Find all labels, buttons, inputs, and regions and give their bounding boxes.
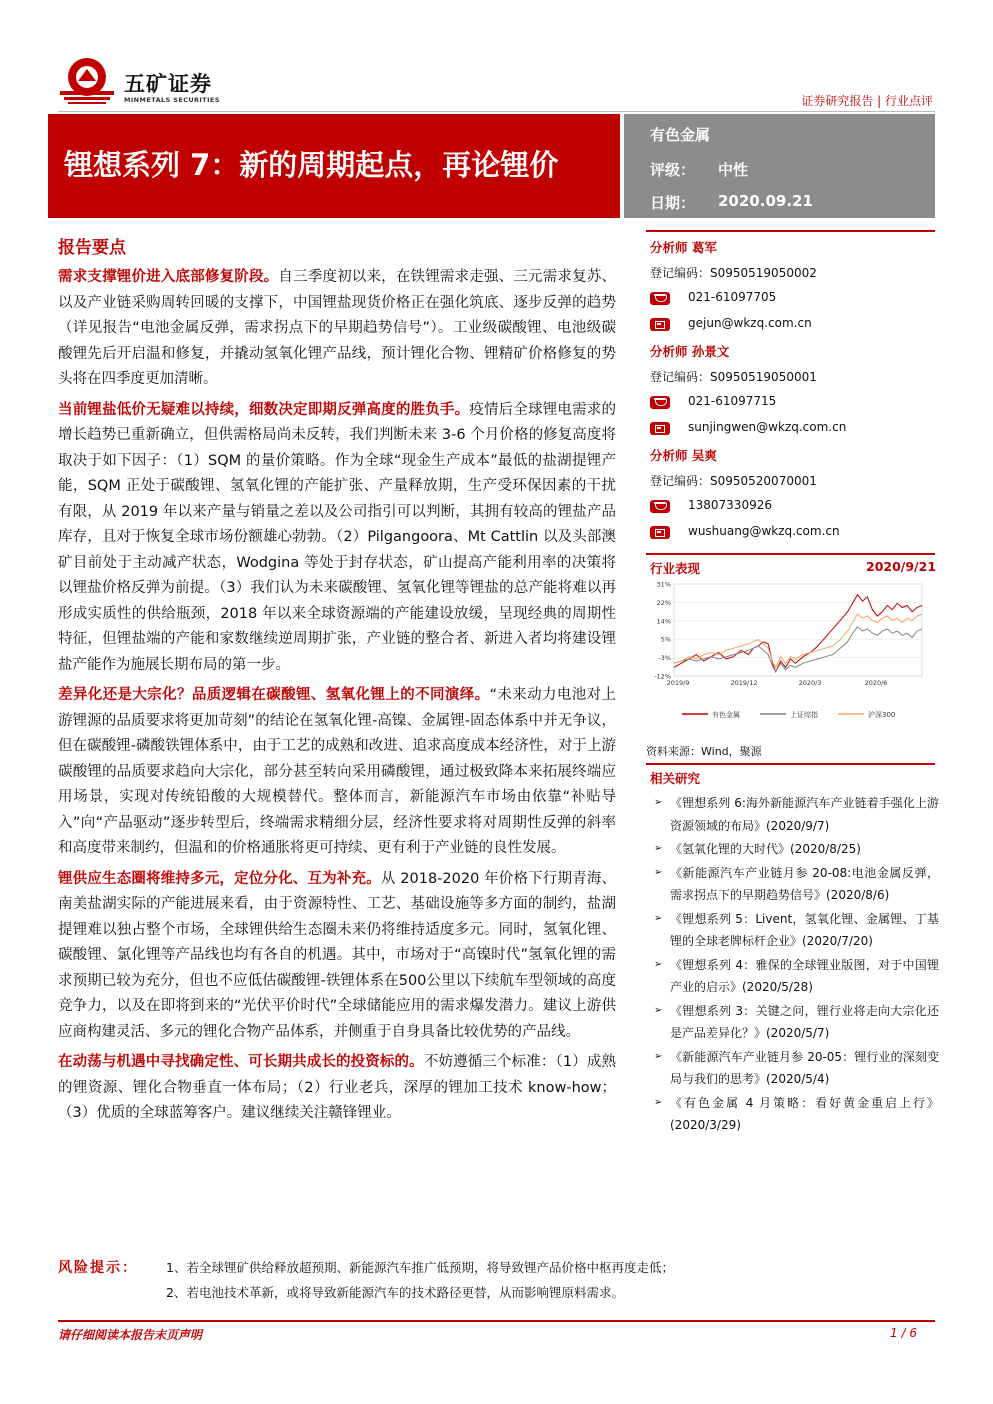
disclaimer-note: 请仔细阅读本报告末页声明 [58, 1328, 203, 1342]
company-logo [58, 55, 116, 105]
section-heading: 报告要点 [58, 238, 126, 258]
analyst-name: 分析师 孙景文 [650, 344, 730, 359]
performance-divider [646, 553, 935, 555]
performance-date: 2020/9/21 [866, 559, 937, 574]
related-item[interactable]: ➢ 《新能源汽车产业链月参 20-08:电池金属反弹，需求拐点下的早期趋势信号》(2020/8/6) [654, 862, 939, 907]
rating-value: 中性 [718, 161, 749, 179]
phone-icon [650, 396, 670, 409]
paragraph-body: “未来动力电池对上游锂源的品质要求将更加苛刻”的结论在氢氧化锂-高镍、金属锂-固态体系中并无争议，但在碳酸锂-磷酸铁锂体系中，由于工艺的成熟和改进、追求高度成本经济性，对于上游碳酸锂的品质要求趋向大宗化，部分甚至转向采用磷酸锂，通过极致降本来拓展终端应用场景，实现对传统铅酸的大规模替代。整体而言，新能源汽车市场由依靠“补贴导入”向“产品驱动”逐步转型后，终端需求精细分层，经济性要求将对周期性反弹的斜率和高度带来制约，但温和的价格通胀将更可持续、更有利于产业链的良性发展。 [58, 687, 617, 856]
y-tick-label: -12% [654, 672, 671, 681]
date-value: 2020.09.21 [718, 192, 813, 210]
analyst-divider [646, 230, 935, 232]
analyst-name: 分析师 吴爽 [650, 448, 717, 463]
report-type: 证券研究报告 | 行业点评 [801, 94, 933, 108]
analyst-registration: 登记编码：S0950520070001 [650, 474, 817, 488]
related-item[interactable]: ➢ 《有色金属 4 月策略：看好黄金重启上行》(2020/3/29) [654, 1092, 939, 1137]
paragraph-lead: 差异化还是大宗化？品质逻辑在碳酸锂、氢氧化锂上的不同演绎。 [58, 687, 490, 703]
paragraph-lead: 在动荡与机遇中寻找确定性、可长期共成长的投资标的。 [58, 1054, 424, 1070]
related-item[interactable]: ➢ 《新能源汽车产业链月参 20-05：锂行业的深刻变局与我们的思考》(2020/5/4) [654, 1046, 939, 1091]
paragraph [58, 398, 616, 679]
analyst-phone: 13807330926 [688, 498, 772, 512]
phone-icon [650, 500, 670, 513]
y-tick-label: 22% [656, 598, 671, 607]
page-number: 1 / 6 [890, 1326, 917, 1340]
paragraph [58, 867, 616, 1046]
chart-source: 资料来源：Wind，聚源 [646, 745, 762, 758]
email-icon [650, 318, 670, 331]
x-tick-label: 2020/6 [864, 679, 888, 687]
related-item[interactable]: ➢ 《锂想系列 3：关键之问，锂行业将走向大宗化还是产品差异化？》(2020/5/7) [654, 1000, 939, 1045]
paragraph-lead: 需求支撑锂价进入底部修复阶段。 [58, 269, 279, 285]
paragraph [58, 683, 616, 862]
y-tick-label: 5% [660, 635, 671, 644]
analyst-registration: 登记编码：S0950519050001 [650, 370, 817, 384]
performance-chart [646, 578, 935, 728]
company-name-cn: 五矿证券 [124, 72, 212, 96]
paragraph-lead: 当前锂盐低价无疑难以持续，细数决定即期反弹高度的胜负手。 [58, 401, 470, 418]
legend-label: 上证综指 [790, 711, 818, 719]
risk-item: 2、若电池技术革新，或将导致新能源汽车的技术路径更替，从而影响锂原料需求。 [166, 1285, 624, 1300]
related-item[interactable]: ➢ 《氢氧化锂的大时代》(2020/8/25) [654, 838, 939, 861]
analyst-registration: 登记编码：S0950519050002 [650, 266, 817, 280]
footer-divider [58, 1320, 935, 1322]
related-item[interactable]: ➢ 《锂想系列 5：Livent，氢氧化锂、金属锂、丁基锂的全球老牌标杆企业》(2020/7/20) [654, 908, 939, 953]
related-divider [646, 763, 935, 765]
risk-item: 1、若全球锂矿供给释放超预期、新能源汽车推广低预期，将导致锂产品价格中枢再度走低； [166, 1260, 674, 1275]
performance-title: 行业表现 [650, 561, 701, 576]
paragraph-body: 自三季度初以来，在铁锂需求走强、三元需求复苏、以及产业链采购周转回暖的支撑下，中国锂盐现货价格正在强化筑底、逐步反弹的趋势（详见报告“电池金属反弹，需求拐点下的早期趋势信号”）。工业级碳酸锂、电池级碳酸锂先后开启温和修复，并撬动氢氧化锂产品线，预计锂化合物、锂精矿价格修复的势头将在四季度更加清晰。 [58, 269, 617, 387]
risk-label: 风险提示： [58, 1260, 138, 1276]
paragraph-body: 从 2018-2020 年价格下行期青海、南美盐湖实际的产能进展来看，由于资源特性、工艺、基础设施等多方面的制约，盐湖提锂难以独占整个市场，全球锂供给生态圈未来仍将维持适度多元。同时，氢氧化锂、碳酸锂、氯化锂等产品线也均有各自的机遇。其中，市场对于“高镍时代”氢氧化锂的需求预期已较为充分，但也不应低估碳酸锂-铁锂体系在500公里以下续航车型领域的高度竞争力，以及在即将到来的“光伏平价时代”全球储能应用的需求爆发潜力。建议上游供应商构建灵活、多元的锂化合物产品体系，并侧重于自身具备比较优势的产品线。 [58, 870, 616, 1040]
series-line [674, 627, 922, 672]
related-title: 相关研究 [650, 771, 701, 786]
main-content [58, 265, 616, 1132]
y-tick-label: 14% [656, 617, 671, 626]
email-icon [650, 526, 670, 539]
y-tick-label: -3% [658, 654, 671, 663]
phone-icon [650, 292, 670, 305]
paragraph [58, 1050, 616, 1127]
related-item[interactable]: ➢ 《锂想系列 6:海外新能源汽车产业链着手强化上游资源领域的布局》(2020/9/7) [654, 792, 939, 837]
analyst-email[interactable]: gejun@wkzq.com.cn [688, 316, 812, 330]
series-line [674, 595, 922, 672]
company-name-en: MINMETALS SECURITIES [124, 96, 220, 104]
sector-name: 有色金属 [650, 126, 711, 144]
date-row [650, 192, 813, 213]
analyst-phone: 021-61097705 [688, 290, 777, 304]
analyst-email[interactable]: sunjingwen@wkzq.com.cn [688, 420, 847, 434]
paragraph-lead: 锂供应生态圈将维持多元，定位分化、互为补充。 [58, 870, 381, 887]
x-tick-label: 2019/12 [730, 679, 758, 687]
report-title: 锂想系列 7：新的周期起点，再论锂价 [64, 148, 559, 182]
email-icon [650, 422, 670, 435]
paragraph-body: 不妨遵循三个标准：（1）成熟的锂资源、锂化合物垂直一体布局；（2）行业老兵，深厚的锂加工技术 know-how；（3）优质的全球蓝筹客户。建议继续关注赣锋锂业。 [58, 1054, 617, 1121]
paragraph-body: 疫情后全球锂电需求的增长趋势已重新确立，但供需格局尚未反转，我们判断未来 3-6 个月价格的修复高度将取决于如下因子：（1）SQM 的量价策略。作为全球“现金生产成本”最低的盐湖提锂产能，SQM 正处于碳酸锂、氢氧化锂的产能扩张、产量释放期，生产受环保因素的干扰有限，从 2019 年以来产量与销量之差以及公司指引可以判断，其拥有较高的锂盐产品库存，且对于恢复全球市场份额雄心勃勃。（2）Pilgangoora、Mt Cattlin 以及头部澳矿目前处于主动减产状态，Wodgina 等处于封存状态，矿山提高产能利用率的决策将以锂盐价格反弹为前提。（3）我们认为未来碳酸锂、氢氧化锂等锂盐的总产能将难以再形成实质性的供给瓶颈，2018 年以来全球资源端的产能建设放缓，呈现经典的周期性特征，但锂盐端的产能和家数继续逆周期扩张，产业链的整合者、新进入者均将建设锂盐产能作为施展长期布局的第一步。 [58, 401, 616, 673]
x-tick-label: 2020/3 [798, 679, 822, 687]
y-tick-label: 31% [656, 580, 671, 589]
rating-label: 评级： [650, 161, 696, 179]
analyst-name: 分析师 葛军 [650, 240, 717, 255]
series-line [674, 614, 922, 667]
date-label: 日期： [650, 194, 696, 212]
legend-label: 有色金属 [712, 711, 740, 719]
related-list [654, 792, 939, 1138]
analyst-email[interactable]: wushuang@wkzq.com.cn [688, 524, 840, 538]
paragraph [58, 265, 616, 393]
legend-label: 沪深300 [868, 711, 896, 719]
analyst-phone: 021-61097715 [688, 394, 777, 408]
rating-row [650, 159, 749, 180]
header-divider [58, 111, 935, 112]
related-item[interactable]: ➢ 《锂想系列 4：雅保的全球锂业版图，对于中国锂产业的启示》(2020/5/28) [654, 954, 939, 999]
x-tick-label: 2019/9 [666, 679, 690, 687]
